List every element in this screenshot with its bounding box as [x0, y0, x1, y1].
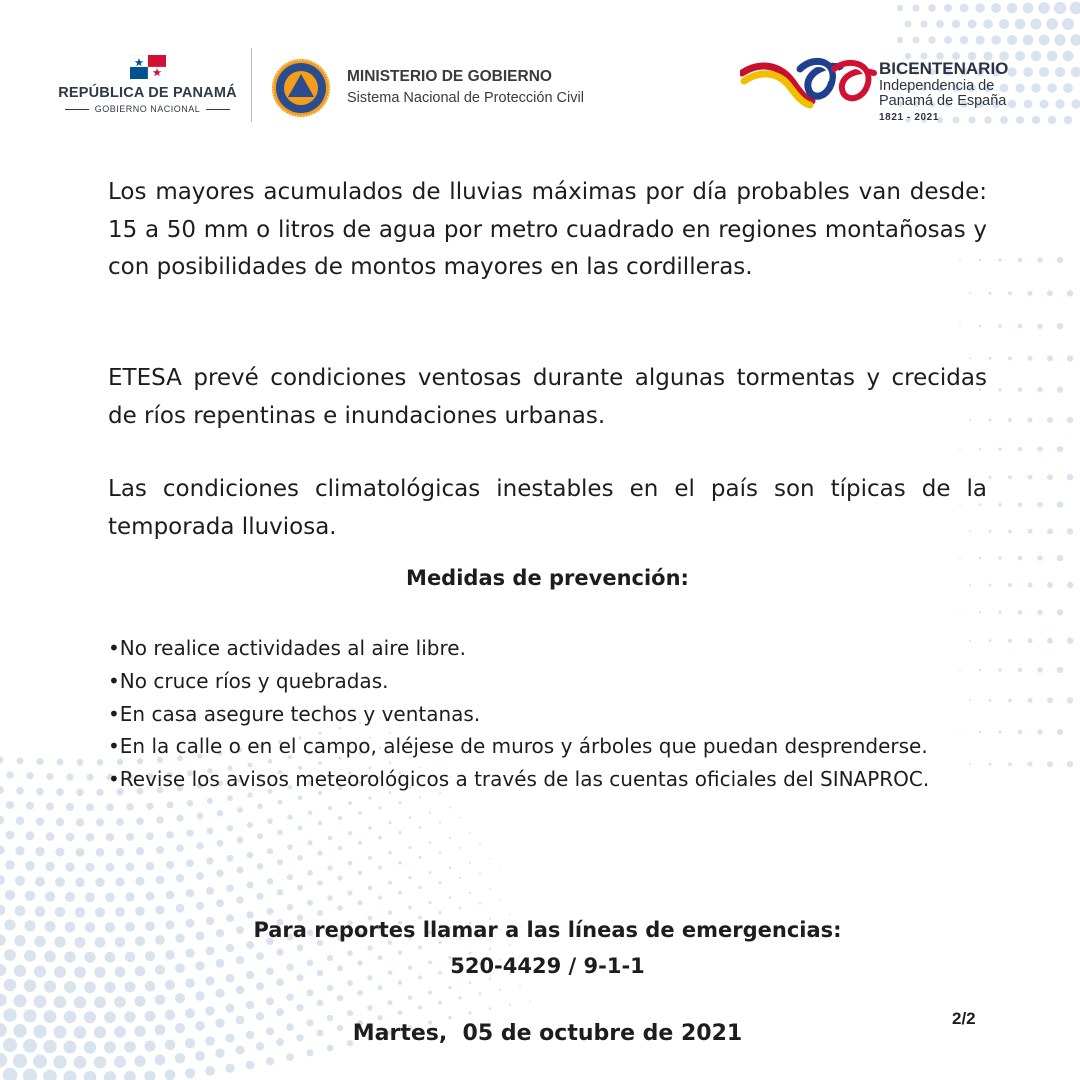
prevention-list: [108, 632, 987, 796]
bulletin-date: [108, 1021, 987, 1046]
republica-panama-logo: [55, 55, 240, 114]
bicentenario-line-1: Independencia de: [879, 78, 995, 94]
republica-title: REPÚBLICA DE PANAMÁ: [58, 85, 237, 101]
bulletin-date-text: Martes, 05 de octubre de 2021: [352, 1021, 743, 1046]
paragraph-etesa: ETESA prevé condiciones ventosas durante algunas tormentas y crecidas de ríos repentinas e inundaciones urbanas.: [108, 365, 987, 429]
page-number: 2/2: [952, 1009, 976, 1028]
prevention-item: •Revise los avisos meteorológicos a través de las cuentas oficiales del SINAPROC.: [108, 767, 930, 792]
prevention-item: •No cruce ríos y quebradas.: [108, 668, 389, 693]
prevention-item: •En casa asegure techos y ventanas.: [108, 701, 481, 726]
prevention-item: •En la calle o en el campo, aléjese de muros y árboles que puedan desprenderse.: [108, 734, 928, 759]
bicentenario-ribbon-icon: [740, 55, 878, 117]
bicentenario-years: 1821 - 2021: [879, 112, 939, 123]
paragraph-condiciones: Las condiciones climatológicas inestables en el país son típicas de la temporada lluviosa.: [108, 476, 987, 540]
header-divider: [251, 48, 252, 122]
emergency-title: Para reportes llamar a las líneas de emergencias:: [253, 918, 842, 942]
panama-flag-icon: [130, 55, 166, 79]
paragraph-lluvias: Los mayores acumulados de lluvias máximas por día probables van desde: 15 a 50 mm o litros de agua por metro cuadrado en regiones montañosas y con posibilidades de montos mayores en las cordilleras.: [108, 179, 987, 280]
ministerio-subtitle: Sistema Nacional de Protección Civil: [347, 90, 584, 106]
proteccion-civil-seal-icon: [271, 58, 331, 118]
prevention-heading: Medidas de prevención:: [406, 566, 689, 590]
bicentenario-title: BICENTENARIO: [879, 59, 1009, 78]
emergency-numbers: 520-4429 / 9-1-1: [450, 954, 645, 978]
bicentenario-line-2: Panamá de España: [879, 93, 1007, 109]
ministerio-title: MINISTERIO DE GOBIERNO: [347, 68, 552, 85]
prevention-item: •No realice actividades al aire libre.: [108, 636, 466, 660]
gobierno-nacional-label: GOBIERNO NACIONAL: [94, 104, 201, 114]
